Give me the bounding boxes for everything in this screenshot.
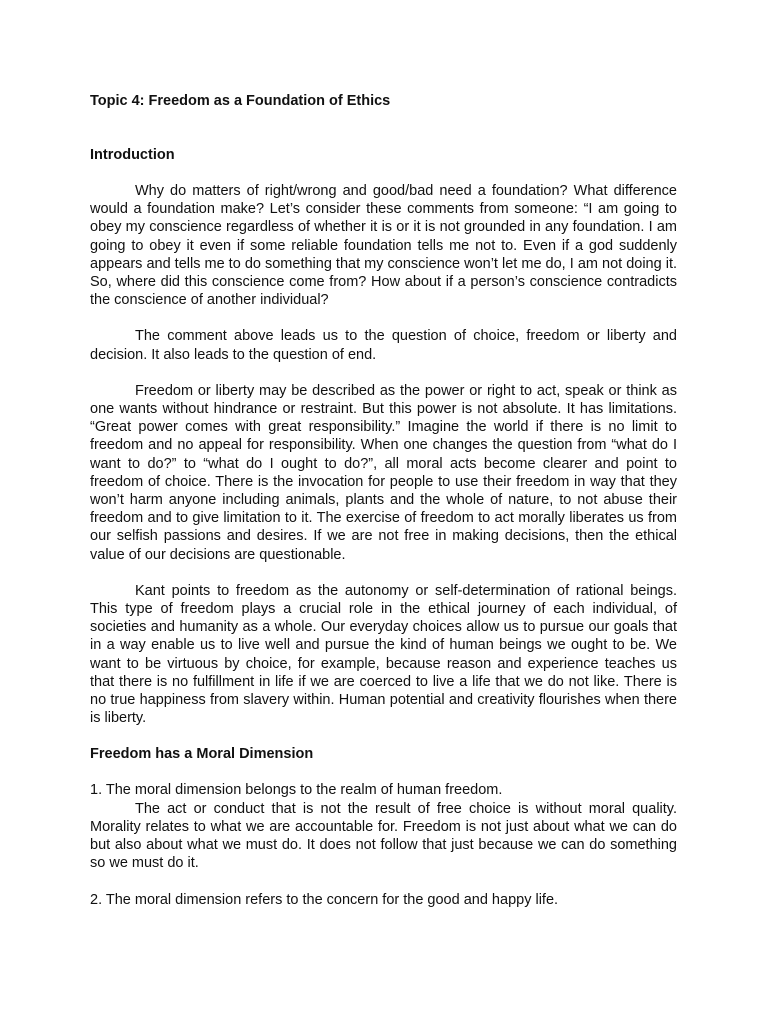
section-heading-introduction: Introduction — [90, 147, 175, 163]
intro-paragraph-2: The comment above leads us to the question of choice, freedom or liberty and decision. It also leads to the question of end. — [90, 328, 677, 363]
document-page — [90, 92, 677, 909]
intro-paragraph-1: Why do matters of right/wrong and good/bad need a foundation? What difference would a foundation make? Let’s consider these comments from someone: “I am going to obey my conscience regardless of whether it is or it is not grounded in any foundation. I am going to obey it even if some reliable foundation tells me not to. Even if a god suddenly appears and tells me to do something that my conscience won’t let me do, I am not doing it. So, where did this conscience come from? How about if a person’s conscience contradicts the conscience of another individual? — [90, 183, 677, 309]
list-item-1: 1. The moral dimension belongs to the realm of human freedom. — [90, 782, 503, 799]
list-item-2: 2. The moral dimension refers to the concern for the good and happy life. — [90, 891, 559, 908]
document-title: Topic 4: Freedom as a Foundation of Ethics — [90, 93, 391, 109]
section-heading-moral-dimension: Freedom has a Moral Dimension — [90, 746, 314, 763]
list-item-1-body: The act or conduct that is not the result of free choice is without moral quality. Morality relates to what we are accountable for. Freedom is not just about what we can do but also about what we must do. It does not follow that just because we can do something so we must do it. — [90, 800, 677, 872]
intro-paragraph-3: Freedom or liberty may be described as the power or right to act, speak or think as one wants without hindrance or restraint. But this power is not absolute. It has limitations. “Great power comes with great responsibility.” Imagine the world if there is no limit to freedom and no appeal for responsibility. When one changes the question from “what do I want to do?” to “what do I ought to do?”, all moral acts become clearer and point to freedom of choice. There is the invocation for people to use their freedom in way that they won’t harm anyone including animals, plants and the whole of nature, to not abuse their freedom and to give limitation to it. The exercise of freedom to act morally liberates us from our selfish passions and desires. If we are not free in making decisions, then the ethical value of our decisions are questionable. — [90, 382, 677, 563]
intro-paragraph-4: Kant points to freedom as the autonomy or self-determination of rational beings. This type of freedom plays a crucial role in the ethical journey of each individual, of societies and humanity as a whole. Our everyday choices allow us to pursue our goals that in a way enable us to live well and pursue the kind of human beings we ought to be. We want to be virtuous by choice, for example, because reason and experience teaches us that there is no fulfillment in life if we are coerced to live a life that we do not like. There is no true happiness from slavery within. Human potential and creativity flourishes when there is liberty. — [90, 582, 677, 727]
